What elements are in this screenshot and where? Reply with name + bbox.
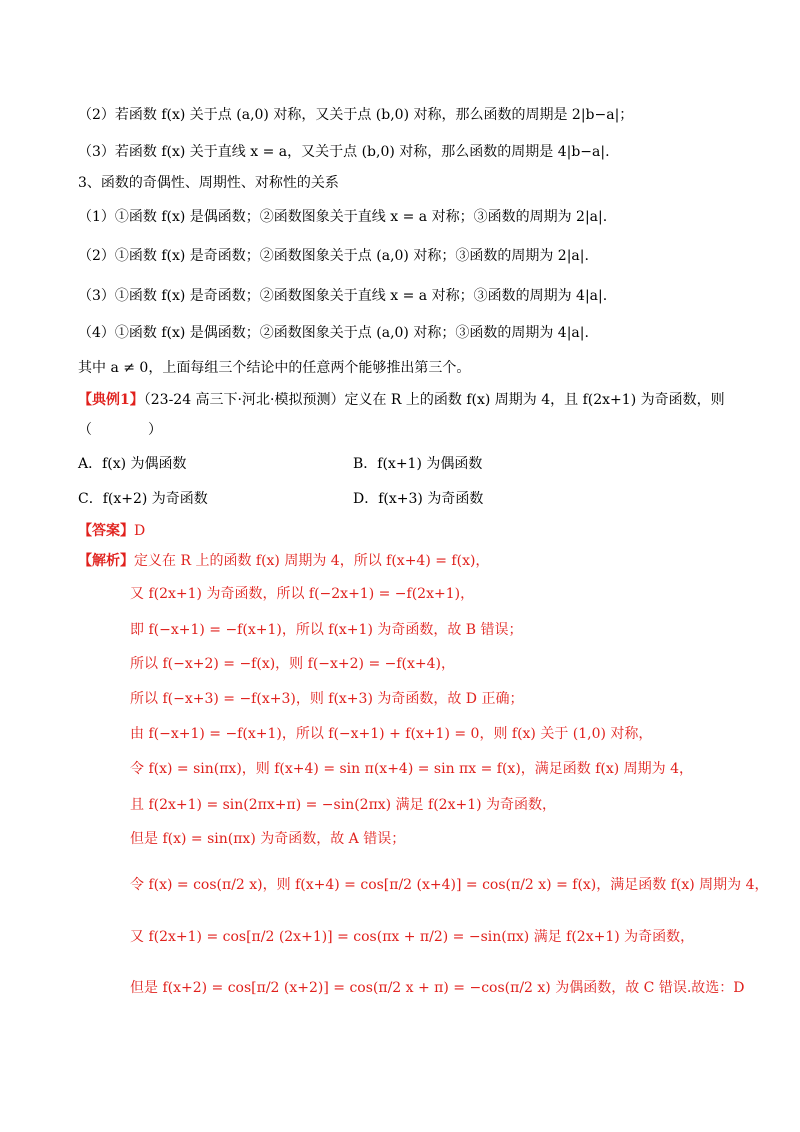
solution-line [78, 550, 489, 572]
solution-line: 又 f(2x+1) 为奇函数，所以 f(−2x+1) = −f(2x+1)， [130, 586, 475, 602]
text-line: （2）若函数 f(x) 关于点 (a,0) 对称，又关于点 (b,0) 对称，那么函数的周期是 2|b−a|； [78, 107, 634, 123]
solution-line: 又 f(2x+1) = cos[π/2 (2x+1)] = cos(πx + π/2) = −sin(πx) 满足 f(2x+1) 为奇函数， [130, 929, 695, 945]
solution-line: 所以 f(−x+2) = −f(x)，则 f(−x+2) = −f(x+4)， [130, 656, 456, 672]
text-line: 其中 a ≠ 0，上面每组三个结论中的任意两个能够推出第三个。 [78, 360, 471, 376]
text-line: （4）①函数 f(x) 是偶函数；②函数图象关于点 (a,0) 对称；③函数的周期为 4|a|. [78, 325, 589, 341]
solution-line: 但是 f(x+2) = cos[π/2 (x+2)] = cos(π/2 x + π) = −cos(π/2 x) 为偶函数，故 C 错误.故选：D [130, 980, 745, 996]
text-line: （3）若函数 f(x) 关于直线 x = a，又关于点 (b,0) 对称，那么函数的周期是 4|b−a|. [78, 144, 610, 160]
option-d: D．f(x+3) 为奇函数 [353, 491, 484, 507]
option-b: B．f(x+1) 为偶函数 [353, 456, 483, 472]
option-c: C．f(x+2) 为奇函数 [78, 491, 208, 507]
text-line: （3）①函数 f(x) 是奇函数；②函数图象关于直线 x = a 对称；③函数的周期为 4|a|. [78, 288, 608, 304]
example-paren: （ ） [78, 422, 162, 438]
solution-line: 即 f(−x+1) = −f(x+1)，所以 f(x+1) 为奇函数，故 B 错误； [130, 622, 523, 638]
solution-line: 由 f(−x+1) = −f(x+1)，所以 f(−x+1) + f(x+1) = 0，则 f(x) 关于 (1,0) 对称， [130, 726, 653, 742]
solution-line: 但是 f(x) = sin(πx) 为奇函数，故 A 错误； [130, 831, 406, 847]
example-line [78, 389, 725, 411]
solution-line: 且 f(2x+1) = sin(2πx+π) = −sin(2πx) 满足 f(2x+1) 为奇函数， [130, 797, 557, 813]
answer-label: 【答案】 [78, 523, 134, 539]
text-line: （1）①函数 f(x) 是偶函数；②函数图象关于直线 x = a 对称；③函数的周期为 2|a|. [78, 209, 608, 225]
answer-value: D [134, 523, 146, 539]
solution-line: 令 f(x) = sin(πx)，则 f(x+4) = sin π(x+4) = sin πx = f(x)，满足函数 f(x) 周期为 4， [130, 761, 694, 777]
answer-line [78, 520, 145, 542]
solution-line: 令 f(x) = cos(π/2 x)，则 f(x+4) = cos[π/2 (x+4)] = cos(π/2 x) = f(x)，满足函数 f(x) 周期为 4， [130, 877, 769, 893]
text-line: （2）①函数 f(x) 是奇函数；②函数图象关于点 (a,0) 对称；③函数的周期为 2|a|. [78, 248, 589, 264]
option-a: A．f(x) 为偶函数 [78, 456, 187, 472]
solution-label: 【解析】 [78, 553, 134, 569]
solution-text: 定义在 R 上的函数 f(x) 周期为 4，所以 f(x+4) = f(x)， [134, 553, 490, 569]
example-text: （23-24 高三下·河北·模拟预测）定义在 R 上的函数 f(x) 周期为 4，且 f(2x+1) 为奇函数，则 [143, 392, 725, 408]
example-label: 【典例1】 [78, 392, 144, 408]
section-heading: 3、函数的奇偶性、周期性、对称性的关系 [78, 175, 339, 191]
solution-line: 所以 f(−x+3) = −f(x+3)，则 f(x+3) 为奇函数，故 D 正确； [130, 691, 524, 707]
